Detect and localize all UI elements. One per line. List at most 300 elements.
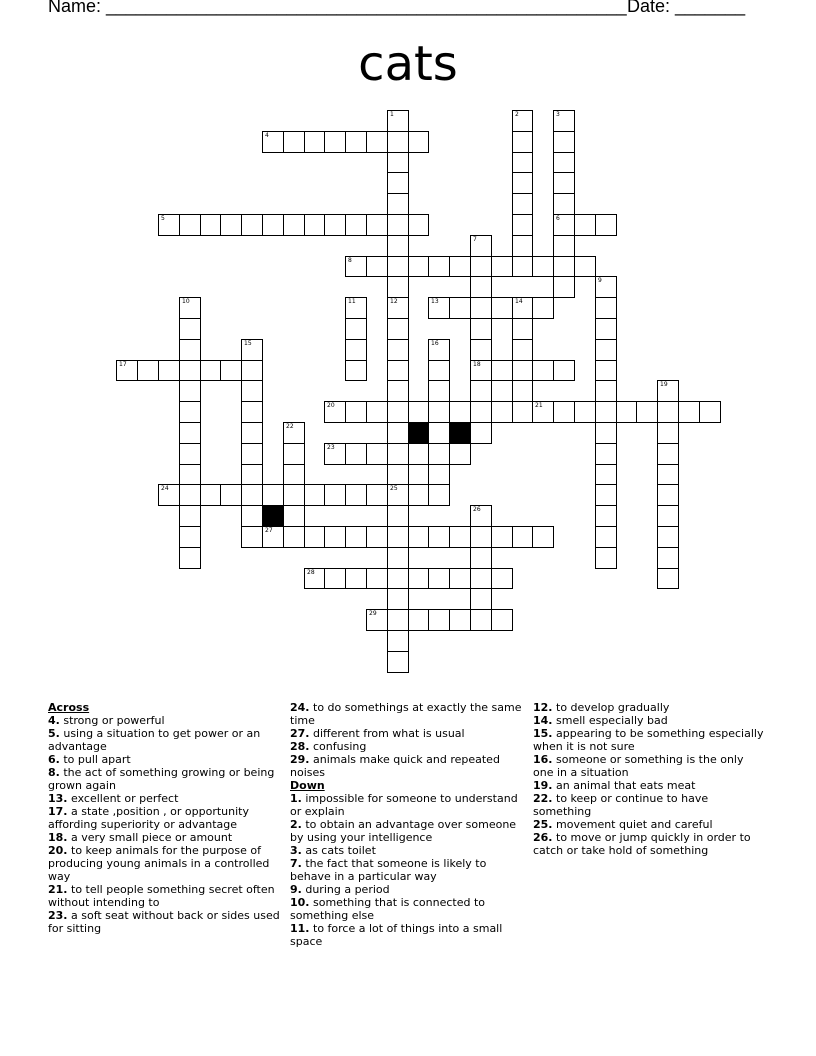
grid-cell[interactable] [366, 443, 388, 465]
clue-text: the fact that someone is likely to behave in a particular way [290, 857, 487, 883]
grid-cell[interactable] [283, 214, 305, 236]
grid-cell[interactable] [345, 360, 367, 381]
grid-cell[interactable] [387, 422, 409, 444]
grid-cell[interactable] [366, 256, 388, 277]
grid-cell[interactable] [283, 464, 305, 485]
clue-number: 21 [535, 402, 543, 409]
grid-cell[interactable] [595, 214, 617, 236]
grid-cell[interactable] [449, 443, 471, 465]
grid-cell[interactable] [304, 484, 325, 506]
grid-cell[interactable] [595, 360, 617, 381]
grid-cell[interactable] [366, 401, 388, 423]
grid-cell[interactable] [595, 547, 617, 569]
across-clue [48, 909, 280, 935]
grid-cell[interactable] [449, 401, 471, 423]
clue-number: 2. [290, 818, 302, 831]
grid-cell[interactable] [387, 276, 409, 298]
grid-cell[interactable] [595, 505, 617, 527]
grid-cell[interactable] [657, 464, 679, 485]
grid-cell[interactable] [283, 484, 305, 506]
grid-cell[interactable] [137, 360, 159, 381]
grid-cell[interactable] [532, 256, 554, 277]
grid-cell[interactable] [428, 609, 450, 631]
grid-cell[interactable] [345, 568, 367, 589]
clue-number: 17. [48, 805, 68, 818]
grid-cell[interactable] [387, 256, 409, 277]
clue-text: an animal that eats meat [556, 779, 696, 792]
clue-text: a state ,position , or opportunity affording superiority or advantage [48, 805, 249, 831]
grid-cell[interactable] [491, 526, 513, 548]
grid-cell[interactable] [491, 609, 513, 631]
date-field[interactable]: Date: _______ [627, 0, 746, 16]
clue-number: 13. [48, 792, 68, 805]
grid-cell[interactable] [220, 214, 242, 236]
grid-cell[interactable] [470, 380, 492, 402]
grid-cell[interactable] [512, 297, 533, 319]
grid-cell[interactable] [512, 318, 533, 340]
grid-cell[interactable] [345, 297, 367, 319]
grid-cell[interactable] [387, 547, 409, 569]
clue-number: 16. [533, 753, 553, 766]
name-field[interactable]: Name: ____________________________________________________ [48, 0, 627, 16]
grid-cell[interactable] [408, 256, 429, 277]
clue-text: to keep animals for the purpose of producing young animals in a controlled way [48, 844, 270, 883]
grid-cell[interactable] [304, 568, 325, 589]
grid-cell[interactable] [345, 256, 367, 277]
grid-cell[interactable] [387, 318, 409, 340]
grid-cell[interactable] [553, 110, 575, 132]
grid-cell[interactable] [678, 401, 700, 423]
grid-cell[interactable] [491, 401, 513, 423]
grid-cell[interactable] [595, 297, 617, 319]
grid-cell[interactable] [491, 256, 513, 277]
clue-number: 8. [48, 766, 60, 779]
grid-cell[interactable] [408, 131, 429, 153]
across-clue [48, 831, 280, 844]
grid-cell[interactable] [470, 547, 492, 569]
down-clue [290, 792, 522, 818]
clue-number: 5 [161, 215, 165, 222]
grid-cell[interactable] [491, 360, 513, 381]
clue-number: 14. [533, 714, 553, 727]
grid-cell[interactable] [324, 443, 346, 465]
grid-cell[interactable] [553, 401, 575, 423]
clue-number: 29 [369, 610, 377, 617]
clue-number: 25. [533, 818, 553, 831]
grid-cell[interactable] [428, 297, 450, 319]
grid-cell[interactable] [449, 609, 471, 631]
down-clue [533, 779, 765, 792]
grid-cell[interactable] [366, 484, 388, 506]
grid-cell[interactable] [179, 526, 201, 548]
grid-cell[interactable] [262, 131, 284, 153]
grid-cell[interactable] [366, 131, 388, 153]
grid-cell[interactable] [553, 235, 575, 257]
grid-cell[interactable] [387, 464, 409, 485]
grid-cell[interactable] [408, 214, 429, 236]
grid-cell[interactable] [512, 235, 533, 257]
grid-cell[interactable] [345, 526, 367, 548]
clue-text: appearing to be something especially when it is not sure [533, 727, 764, 753]
grid-cell[interactable] [470, 360, 492, 381]
grid-cell[interactable] [595, 422, 617, 444]
grid-cell[interactable] [428, 568, 450, 589]
clue-number: 3. [290, 844, 302, 857]
grid-cell[interactable] [304, 131, 325, 153]
clue-number: 18 [473, 361, 481, 368]
grid-cell[interactable] [470, 339, 492, 361]
grid-cell[interactable] [179, 422, 201, 444]
grid-cell[interactable] [553, 256, 575, 277]
grid-cell[interactable] [553, 131, 575, 153]
grid-cell[interactable] [179, 443, 201, 465]
grid-cell[interactable] [574, 401, 596, 423]
grid-cell[interactable] [283, 443, 305, 465]
clue-number: 12. [533, 701, 553, 714]
grid-cell[interactable] [470, 505, 492, 527]
grid-cell[interactable] [324, 401, 346, 423]
grid-cell[interactable] [387, 131, 409, 153]
grid-cell[interactable] [408, 568, 429, 589]
grid-cell[interactable] [241, 214, 263, 236]
grid-cell[interactable] [428, 484, 450, 506]
down-clue [533, 753, 765, 779]
grid-cell[interactable] [574, 214, 596, 236]
clue-number: 20. [48, 844, 68, 857]
grid-cell[interactable] [345, 484, 367, 506]
grid-cell[interactable] [345, 318, 367, 340]
grid-cell[interactable] [283, 422, 305, 444]
grid-cell[interactable] [532, 297, 554, 319]
grid-cell[interactable] [595, 526, 617, 548]
grid-cell[interactable] [387, 214, 409, 236]
grid-cell[interactable] [241, 360, 263, 381]
grid-cell[interactable] [595, 443, 617, 465]
grid-cell[interactable] [387, 443, 409, 465]
grid-cell[interactable] [449, 256, 471, 277]
grid-cell[interactable] [512, 360, 533, 381]
grid-cell[interactable] [220, 484, 242, 506]
clue-number: 24 [161, 485, 169, 492]
across-clue [48, 727, 280, 753]
clue-number: 15. [533, 727, 553, 740]
grid-cell[interactable] [158, 214, 180, 236]
grid-cell[interactable] [595, 318, 617, 340]
grid-cell[interactable] [657, 443, 679, 465]
grid-cell[interactable] [408, 443, 429, 465]
grid-cell[interactable] [657, 547, 679, 569]
grid-cell[interactable] [636, 401, 658, 423]
grid-cell[interactable] [595, 380, 617, 402]
grid-cell[interactable] [428, 464, 450, 485]
grid-cell[interactable] [512, 526, 533, 548]
grid-cell[interactable] [387, 526, 409, 548]
down-clue [290, 844, 522, 857]
grid-cell[interactable] [657, 526, 679, 548]
grid-cell[interactable] [179, 380, 201, 402]
clue-text: movement quiet and careful [556, 818, 713, 831]
grid-cell[interactable] [512, 214, 533, 236]
grid-cell[interactable] [470, 256, 492, 277]
grid-cell[interactable] [470, 276, 492, 298]
clue-text: the act of something growing or being grown again [48, 766, 275, 792]
grid-cell[interactable] [387, 609, 409, 631]
grid-cell[interactable] [387, 401, 409, 423]
grid-cell[interactable] [200, 360, 221, 381]
grid-cell[interactable] [428, 526, 450, 548]
grid-cell[interactable] [408, 401, 429, 423]
grid-cell[interactable] [387, 484, 409, 506]
grid-cell[interactable] [408, 609, 429, 631]
clue-number: 22. [533, 792, 553, 805]
grid-cell[interactable] [345, 401, 367, 423]
grid-cell[interactable] [324, 526, 346, 548]
grid-cell[interactable] [470, 588, 492, 610]
grid-cell[interactable] [200, 484, 221, 506]
grid-cell[interactable] [179, 318, 201, 340]
grid-cell[interactable] [532, 360, 554, 381]
grid-cell[interactable] [657, 484, 679, 506]
clue-text: something that is connected to something else [290, 896, 485, 922]
grid-cell[interactable] [491, 568, 513, 589]
grid-cell[interactable] [262, 484, 284, 506]
grid-cell[interactable] [595, 464, 617, 485]
grid-cell[interactable] [553, 193, 575, 215]
grid-cell[interactable] [179, 297, 201, 319]
grid-cell[interactable] [179, 505, 201, 527]
grid-cell[interactable] [574, 256, 596, 277]
clue-number: 2 [515, 111, 519, 118]
grid-cell[interactable] [553, 152, 575, 173]
grid-cell[interactable] [241, 401, 263, 423]
grid-cell[interactable] [345, 339, 367, 361]
grid-cell[interactable] [387, 339, 409, 361]
grid-cell[interactable] [491, 297, 513, 319]
grid-cell[interactable] [470, 568, 492, 589]
clue-text: to keep or continue to have something [533, 792, 709, 818]
grid-cell[interactable] [387, 505, 409, 527]
grid-cell[interactable] [408, 526, 429, 548]
clue-text: a very small piece or amount [71, 831, 233, 844]
down-clue [533, 792, 765, 818]
grid-cell[interactable] [512, 131, 533, 153]
grid-cell[interactable] [470, 401, 492, 423]
grid-cell[interactable] [449, 526, 471, 548]
clue-number: 4 [265, 132, 269, 139]
grid-cell[interactable] [595, 276, 617, 298]
clue-number: 23. [48, 909, 68, 922]
grid-cell[interactable] [595, 339, 617, 361]
grid-cell[interactable] [512, 110, 533, 132]
down-clue [533, 831, 765, 857]
grid-cell[interactable] [283, 505, 305, 527]
clue-number: 9 [598, 277, 602, 284]
grid-cell[interactable] [428, 339, 450, 361]
clue-number: 15 [244, 340, 252, 347]
grid-cell[interactable] [470, 318, 492, 340]
grid-cell[interactable] [387, 360, 409, 381]
clue-text: using a situation to get power or an advantage [48, 727, 261, 753]
grid-cell[interactable] [241, 505, 263, 527]
grid-cell[interactable] [428, 422, 450, 444]
grid-cell[interactable] [387, 193, 409, 215]
grid-cell[interactable] [241, 380, 263, 402]
grid-cell[interactable] [657, 401, 679, 423]
grid-cell[interactable] [179, 484, 201, 506]
grid-cell[interactable] [241, 443, 263, 465]
clue-number: 6 [556, 215, 560, 222]
grid-cell[interactable] [428, 256, 450, 277]
grid-cell[interactable] [304, 214, 325, 236]
grid-cell[interactable] [387, 152, 409, 173]
grid-cell[interactable] [387, 297, 409, 319]
clue-number: 7. [290, 857, 302, 870]
grid-cell[interactable] [657, 422, 679, 444]
clue-number: 22 [286, 423, 294, 430]
clue-number: 27 [265, 527, 273, 534]
grid-cell[interactable] [366, 214, 388, 236]
clue-number: 1 [390, 111, 394, 118]
grid-cell[interactable] [366, 568, 388, 589]
clue-number: 26 [473, 506, 481, 513]
grid-cell[interactable] [179, 401, 201, 423]
clue-number: 12 [390, 298, 398, 305]
across-clue [48, 792, 280, 805]
down-heading: Down [290, 779, 325, 792]
grid-cell[interactable] [512, 401, 533, 423]
grid-cell[interactable] [616, 401, 637, 423]
grid-cell[interactable] [428, 401, 450, 423]
grid-cell[interactable] [387, 172, 409, 194]
grid-cell[interactable] [428, 443, 450, 465]
grid-cell[interactable] [241, 464, 263, 485]
grid-cell[interactable] [657, 380, 679, 402]
grid-cell[interactable] [532, 526, 554, 548]
grid-cell[interactable] [699, 401, 721, 423]
grid-cell[interactable] [387, 568, 409, 589]
grid-cell[interactable] [200, 214, 221, 236]
grid-cell[interactable] [283, 131, 305, 153]
grid-cell[interactable] [553, 360, 575, 381]
grid-cell[interactable] [512, 193, 533, 215]
grid-cell[interactable] [595, 484, 617, 506]
grid-cell[interactable] [428, 360, 450, 381]
grid-cell[interactable] [387, 630, 409, 652]
clue-number: 20 [327, 402, 335, 409]
clue-text: a soft seat without back or sides used for sitting [48, 909, 280, 935]
grid-cell[interactable] [387, 110, 409, 132]
grid-cell[interactable] [179, 214, 201, 236]
across-clue [48, 883, 280, 909]
grid-cell[interactable] [449, 297, 471, 319]
grid-cell[interactable] [470, 235, 492, 257]
clue-text: confusing [313, 740, 367, 753]
grid-cell[interactable] [262, 526, 284, 548]
grid-cell[interactable] [324, 214, 346, 236]
grid-cell[interactable] [449, 568, 471, 589]
grid-cell[interactable] [366, 526, 388, 548]
grid-cell[interactable] [241, 526, 263, 548]
grid-cell[interactable] [595, 401, 617, 423]
grid-cell[interactable] [470, 526, 492, 548]
grid-cell[interactable] [470, 422, 492, 444]
grid-cell[interactable] [241, 422, 263, 444]
clue-number: 24. [290, 701, 310, 714]
grid-cell[interactable] [553, 172, 575, 194]
grid-cell[interactable] [158, 360, 180, 381]
clue-number: 16 [431, 340, 439, 347]
page-title: cats [358, 36, 458, 92]
clue-number: 5. [48, 727, 60, 740]
clue-number: 27. [290, 727, 310, 740]
grid-cell[interactable] [241, 484, 263, 506]
black-square [449, 422, 471, 444]
grid-cell[interactable] [553, 276, 575, 298]
grid-cell[interactable] [304, 526, 325, 548]
grid-cell[interactable] [179, 360, 201, 381]
grid-cell[interactable] [324, 484, 346, 506]
across-clue [290, 701, 522, 727]
grid-cell[interactable] [241, 339, 263, 361]
grid-cell[interactable] [428, 380, 450, 402]
grid-cell[interactable] [158, 484, 180, 506]
grid-cell[interactable] [512, 339, 533, 361]
grid-cell[interactable] [179, 547, 201, 569]
clue-number: 11. [290, 922, 310, 935]
clue-text: as cats toilet [305, 844, 376, 857]
grid-cell[interactable] [387, 651, 409, 673]
down-clue [533, 727, 765, 753]
grid-cell[interactable] [470, 609, 492, 631]
down-clue [290, 896, 522, 922]
grid-cell[interactable] [179, 464, 201, 485]
grid-cell[interactable] [512, 152, 533, 173]
grid-cell[interactable] [179, 339, 201, 361]
grid-cell[interactable] [657, 568, 679, 589]
grid-cell[interactable] [283, 526, 305, 548]
grid-cell[interactable] [408, 484, 429, 506]
clue-number: 9. [290, 883, 302, 896]
grid-cell[interactable] [657, 505, 679, 527]
clue-text: to obtain an advantage over someone by using your intelligence [290, 818, 517, 844]
grid-cell[interactable] [345, 443, 367, 465]
clue-number: 25 [390, 485, 398, 492]
grid-cell[interactable] [387, 235, 409, 257]
grid-cell[interactable] [116, 360, 138, 381]
down-clue [290, 857, 522, 883]
grid-cell[interactable] [512, 172, 533, 194]
grid-cell[interactable] [532, 401, 554, 423]
grid-cell[interactable] [512, 380, 533, 402]
grid-cell[interactable] [345, 214, 367, 236]
grid-cell[interactable] [366, 609, 388, 631]
clue-number: 19 [660, 381, 668, 388]
grid-cell[interactable] [470, 297, 492, 319]
grid-cell[interactable] [512, 256, 533, 277]
clue-number: 28. [290, 740, 310, 753]
grid-cell[interactable] [387, 588, 409, 610]
grid-cell[interactable] [387, 380, 409, 402]
grid-cell[interactable] [220, 360, 242, 381]
grid-cell[interactable] [324, 568, 346, 589]
clue-text: during a period [305, 883, 390, 896]
clue-text: smell especially bad [556, 714, 668, 727]
grid-cell[interactable] [553, 214, 575, 236]
grid-cell[interactable] [324, 131, 346, 153]
clue-number: 8 [348, 257, 352, 264]
grid-cell[interactable] [345, 131, 367, 153]
grid-cell[interactable] [262, 214, 284, 236]
